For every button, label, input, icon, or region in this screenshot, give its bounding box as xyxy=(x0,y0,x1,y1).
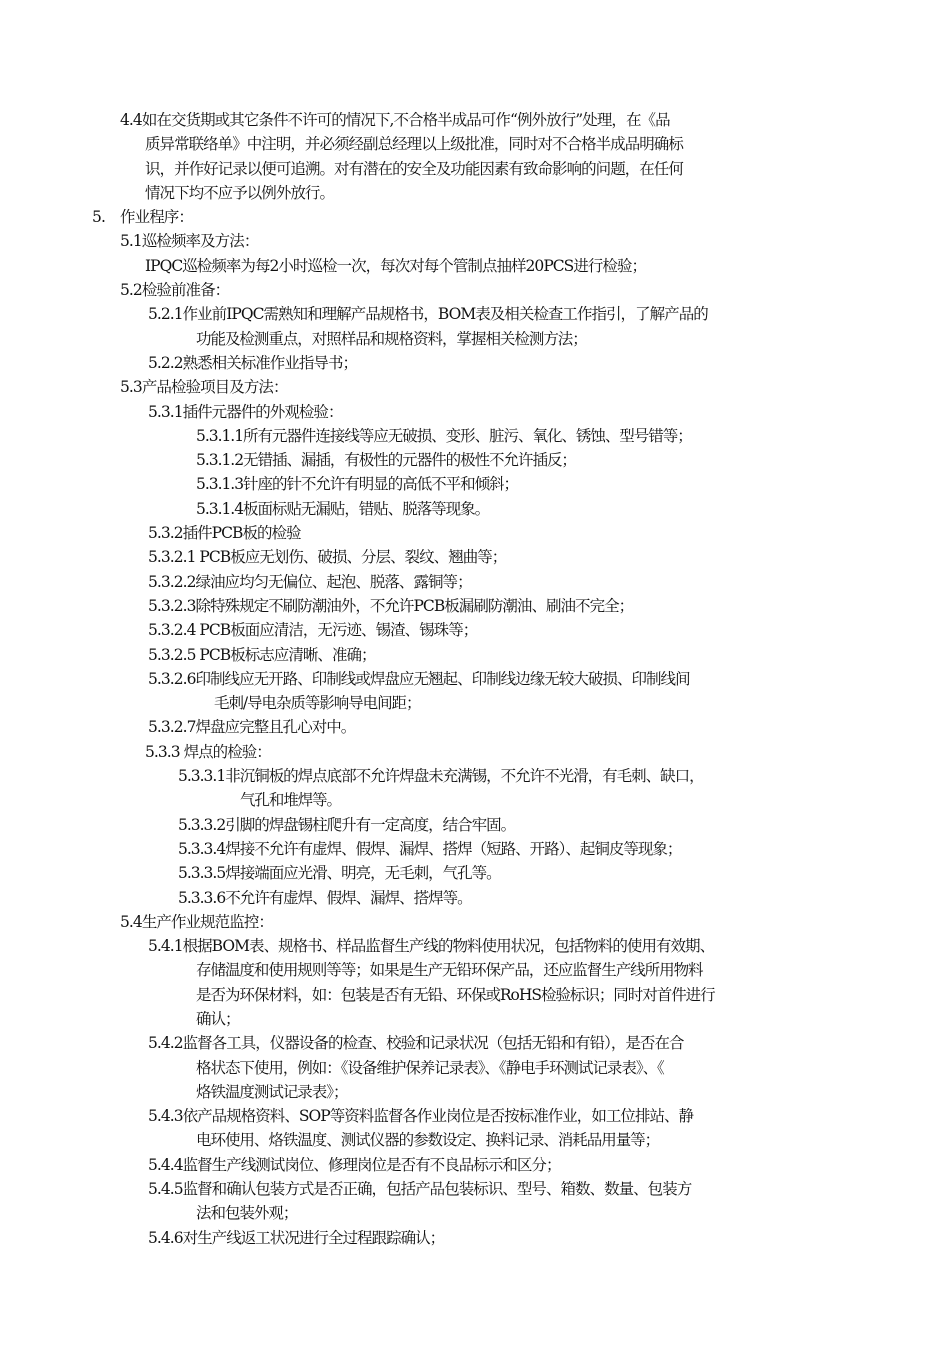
clause-5-4-5-line-1: 5.4.5监督和确认包装方式是否正确，包括产品包装标识、型号、箱数、数量、包装方 xyxy=(148,1180,692,1199)
clause-4-4-line-2: 质异常联络单》中注明，并必须经副总经理以上级批准，同时对不合格半成品明确标 xyxy=(145,135,683,154)
section-5-heading xyxy=(0,205,950,229)
clause-5-4-1-line-2: 存储温度和使用规则等等；如果是生产无铅环保产品，还应监督生产线所用物料 xyxy=(196,961,703,980)
clause-5-3-3-6: 5.3.3.6不允许有虚焊、假焊、漏焊、搭焊等。 xyxy=(178,888,472,907)
clause-5-3-2-1: 5.3.2.1 PCB板应无划伤、破损、分层、裂纹、翘曲等； xyxy=(148,548,507,567)
clause-5-2: 5.2检验前准备： xyxy=(120,281,230,300)
clause-4-4-line-4: 情况下均不应予以例外放行。 xyxy=(145,183,334,202)
clause-5-4-4: 5.4.4监督生产线测试岗位、修理岗位是否有不良品标示和区分； xyxy=(148,1155,561,1174)
clause-5-3: 5.3产品检验项目及方法： xyxy=(120,378,288,397)
clause-5-3-2-7: 5.3.2.7焊盘应完整且孔心对中。 xyxy=(148,718,356,737)
clause-5-4-5-line-2: 法和包装外观； xyxy=(196,1204,298,1223)
clause-5-3-2-6-line-2: 毛刺/导电杂质等影响导电间距； xyxy=(214,694,421,713)
clause-5-3-1: 5.3.1插件元器件的外观检验： xyxy=(148,402,343,421)
clause-5-3-2-4: 5.3.2.4 PCB板面应清洁，无污迹、锡渣、锡珠等； xyxy=(148,621,478,640)
clause-5-2-1-line-2: 功能及检测重点，对照样品和规格资料，掌握相关检测方法； xyxy=(196,329,587,348)
clause-5-3-1-2: 5.3.1.2无错插、漏插，有极性的元器件的极性不允许插反； xyxy=(196,451,576,470)
clause-5-4-3-line-1: 5.4.3依产品规格资料、SOP等资料监督各作业岗位是否按标准作业，如工位排站、静 xyxy=(148,1107,694,1126)
clause-5-4-1-line-3: 是否为环保材料，如：包装是否有无铅、环保或RoHS检验标识；同时对首件进行 xyxy=(196,985,715,1004)
clause-5-3-2-5: 5.3.2.5 PCB板标志应清晰、准确； xyxy=(148,645,376,664)
clause-5-4-2-line-3: 烙铁温度测试记录表》； xyxy=(196,1082,348,1101)
clause-5-4-2-line-1: 5.4.2监督各工具，仪器设备的检查、校验和记录状况（包括无铅和有铅），是否在合 xyxy=(148,1034,684,1053)
clause-5-1-body: IPQC巡检频率为每2小时巡检一次，每次对每个管制点抽样20PCS进行检验； xyxy=(145,256,647,275)
section-number: 5. xyxy=(92,208,105,227)
document-page xyxy=(0,108,950,1250)
clause-5-2-2: 5.2.2熟悉相关标准作业指导书； xyxy=(148,353,358,372)
clause-5-4: 5.4生产作业规范监控： xyxy=(120,912,273,931)
clause-5-3-3-5: 5.3.3.5焊接端面应光滑、明亮，无毛刺，气孔等。 xyxy=(178,864,501,883)
clause-5-4-1-line-1: 5.4.1根据BOM表、规格书、样品监督生产线的物料使用状况，包括物料的使用有效期、 xyxy=(148,937,715,956)
clause-5-3-2-3: 5.3.2.3除特殊规定不刷防潮油外，不允许PCB板漏刷防潮油、刷油不完全； xyxy=(148,596,634,615)
clause-5-2-1-line-1: 5.2.1作业前IPQC需熟知和理解产品规格书，BOM表及相关检查工作指引，了解产品的 xyxy=(148,305,708,324)
clause-5-3-3: 5.3.3 焊点的检验： xyxy=(145,742,271,761)
clause-5-4-3-line-2: 电环使用、烙铁温度、测试仪器的参数设定、换料记录、消耗品用量等； xyxy=(196,1131,660,1150)
clause-5-3-1-1: 5.3.1.1所有元器件连接线等应无破损、变形、脏污、氧化、锈蚀、型号错等； xyxy=(196,426,692,445)
clause-5-3-1-3: 5.3.1.3针座的针不允许有明显的高低不平和倾斜； xyxy=(196,475,519,494)
clause-4-4-line-1: 4.4如在交货期或其它条件不许可的情况下,不合格半成品可作“例外放行”处理，在《品 xyxy=(120,111,670,129)
clause-5-3-3-1-line-1: 5.3.3.1非沉铜板的焊点底部不允许焊盘未充满锡，不允许不光滑，有毛刺、缺口， xyxy=(178,767,704,786)
clause-5-3-2: 5.3.2插件PCB板的检验 xyxy=(148,524,301,543)
clause-5-4-2-line-2: 格状态下使用，例如：《设备维护保养记录表》、《静电手环测试记录表》、《 xyxy=(196,1058,664,1077)
clause-4-4-line-3: 识，并作好记录以便可追溯。对有潜在的安全及功能因素有致命影响的问题，在任何 xyxy=(145,159,683,178)
clause-5-1: 5.1巡检频率及方法： xyxy=(120,232,259,251)
clause-5-3-3-4: 5.3.3.4焊接不允许有虚焊、假焊、漏焊、搭焊（短路、开路）、起铜皮等现象； xyxy=(178,839,682,858)
clause-5-4-6: 5.4.6对生产线返工状况进行全过程跟踪确认； xyxy=(148,1228,445,1247)
clause-5-3-3-2: 5.3.3.2引脚的焊盘锡柱爬升有一定高度，结合牢固。 xyxy=(178,815,516,834)
clause-5-4-1-line-4: 确认； xyxy=(196,1009,240,1028)
clause-5-3-2-6-line-1: 5.3.2.6印制线应无开路、印制线或焊盘应无翘起、印制线边缘无较大破损、印制线间 xyxy=(148,669,690,688)
clause-5-3-3-1-line-2: 气孔和堆焊等。 xyxy=(240,791,341,810)
clause-5-3-1-4: 5.3.1.4板面标贴无漏贴，错贴、脱落等现象。 xyxy=(196,499,490,518)
clause-5-3-2-2: 5.3.2.2绿油应均匀无偏位、起泡、脱落、露铜等； xyxy=(148,572,472,591)
section-title: 作业程序： xyxy=(120,208,193,227)
